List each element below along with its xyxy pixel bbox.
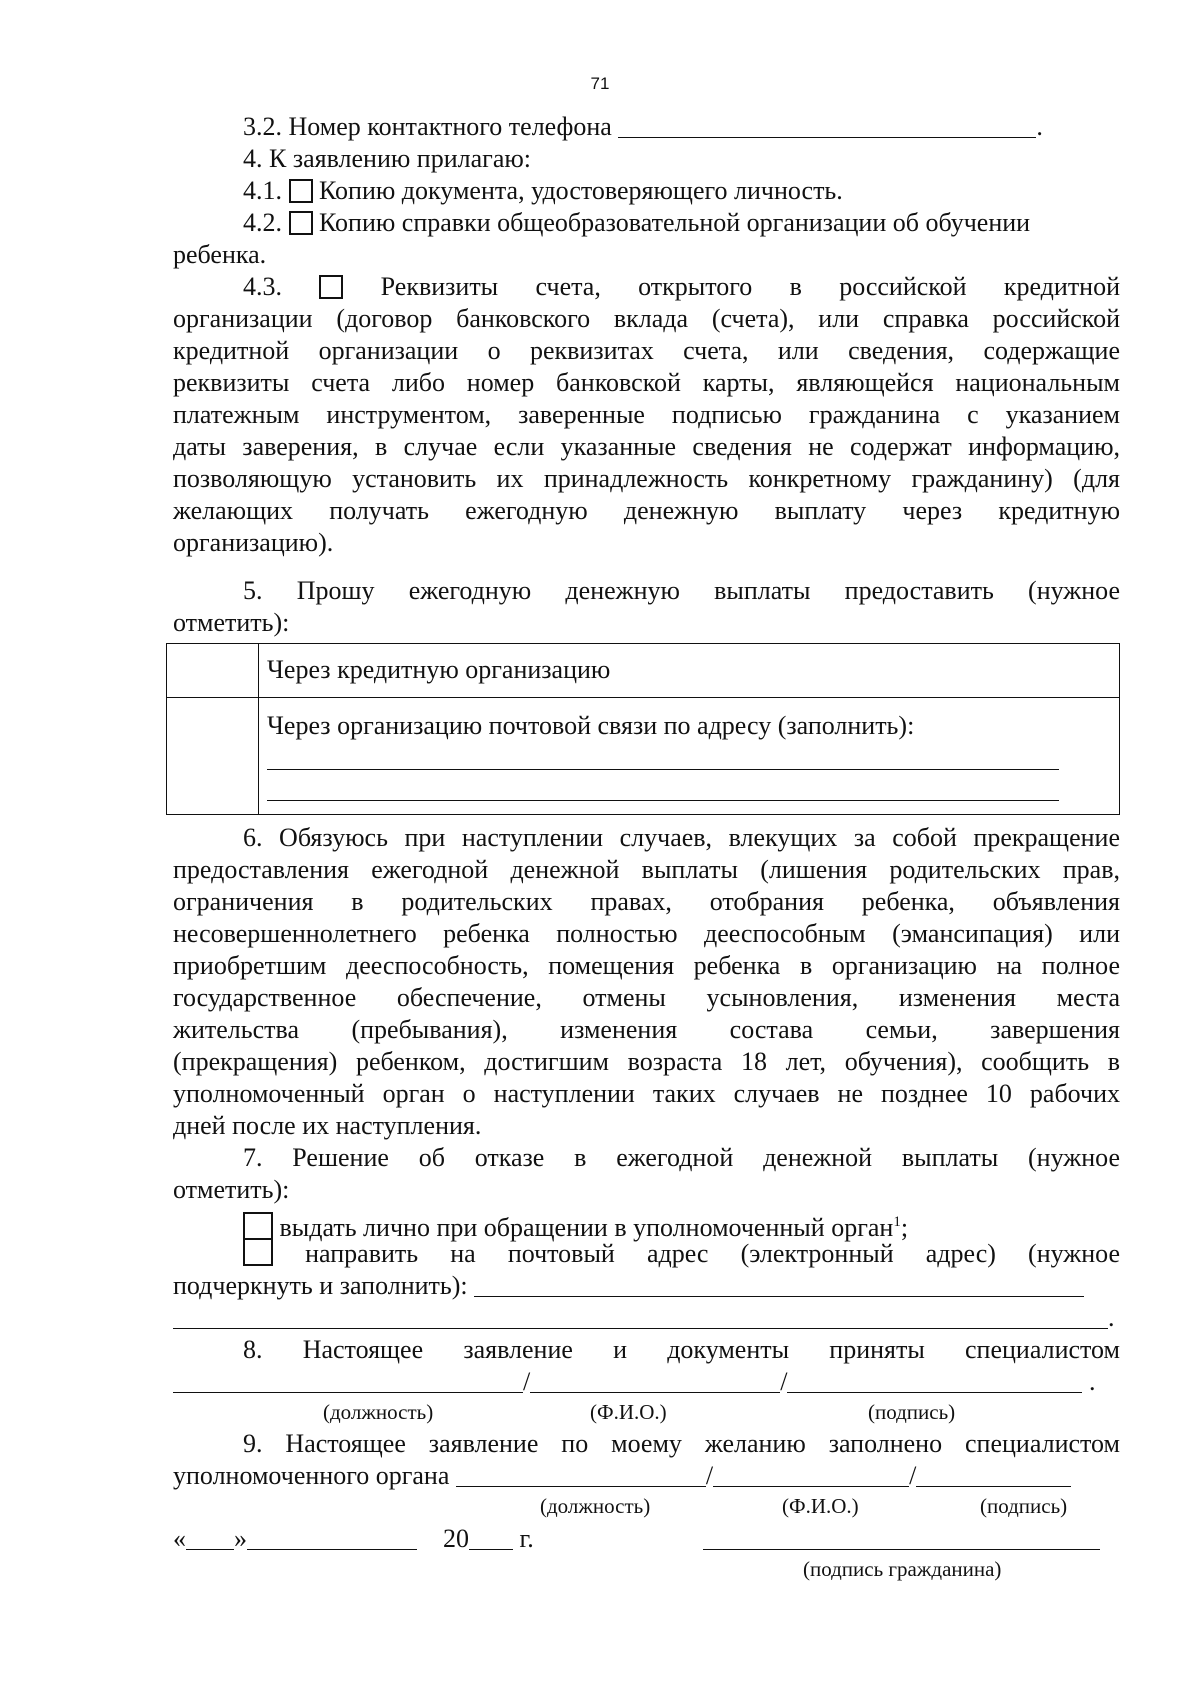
caption-position-8: (должность): [323, 1400, 434, 1424]
line-4-3-f: даты заверения, в случае если указанные сведения не содержат информацию,: [173, 432, 1120, 461]
date-day-field[interactable]: [186, 1527, 234, 1550]
caption-signature-9: (подпись): [980, 1494, 1068, 1518]
phone-field[interactable]: [618, 115, 1036, 138]
specialist-position-field[interactable]: [173, 1370, 523, 1393]
date-row: « » 20 г.: [173, 1524, 534, 1553]
date-month-field[interactable]: [247, 1527, 417, 1550]
line-4-3: 4.3. Реквизиты счета, открытого в российской кредитной: [243, 272, 1121, 301]
authority-fio-field[interactable]: [713, 1464, 909, 1487]
caption-citizen-signature: (подпись гражданина): [803, 1557, 1002, 1581]
specialist-signature-field[interactable]: [787, 1370, 1082, 1393]
line-7-b: отметить):: [173, 1175, 290, 1204]
citizen-signature-field[interactable]: [703, 1549, 1100, 1550]
payment-method-table: [166, 643, 1120, 815]
line-7-address-2: .: [173, 1302, 1120, 1334]
line-8-signature-row: / / .: [173, 1366, 1120, 1398]
address-field-line-2[interactable]: [267, 800, 1059, 801]
line-8: 8. Настоящее заявление и документы приняты специалистом: [243, 1335, 1120, 1364]
checkbox-4-2[interactable]: [289, 211, 313, 235]
line-4-3-i: организацию).: [173, 528, 334, 557]
checkbox-7-1[interactable]: [243, 1212, 273, 1240]
line-9-a: 9. Настоящее заявление по моему желанию заполнено специалистом: [243, 1429, 1120, 1458]
line-6-a: 6. Обязуюсь при наступлении случаев, влекущих за собой прекращение: [243, 823, 1120, 852]
caption-position-9: (должность): [540, 1494, 651, 1518]
line-6-e: приобретшим дееспособность, помещения ребенка в организацию на полное: [173, 951, 1120, 980]
caption-fio-8: (Ф.И.О.): [590, 1400, 667, 1424]
line-4-3-h: желающих получать ежегодную денежную выплату через кредитную: [173, 496, 1120, 525]
line-4-3-g: позволяющую установить их принадлежность конкретному гражданину) (для: [173, 464, 1120, 493]
line-5-b: отметить):: [173, 608, 290, 637]
line-6-j: дней после их наступления.: [173, 1111, 482, 1140]
line-4-2: 4.2. Копию справки общеобразовательной организации об обучении: [243, 208, 1031, 237]
authority-position-field[interactable]: [456, 1464, 706, 1487]
authority-signature-field[interactable]: [916, 1464, 1071, 1487]
line-6-b: предоставления ежегодной денежной выплаты (лишения родительских прав,: [173, 855, 1120, 884]
line-4-3-d: реквизиты счета либо номер банковской карты, являющейся национальным: [173, 368, 1120, 397]
option-credit-org[interactable]: Через кредитную организацию: [267, 655, 611, 684]
phone-label: 3.2. Номер контактного телефона: [243, 112, 612, 141]
caption-fio-9: (Ф.И.О.): [782, 1494, 859, 1518]
date-year-field[interactable]: [469, 1527, 513, 1550]
line-6-h: (прекращения) ребенком, достигшим возраста 18 лет, обучения), сообщить в: [173, 1047, 1120, 1076]
page-number: 71: [590, 74, 610, 93]
line-7-option-2-cont: подчеркнуть и заполнить):: [173, 1270, 1120, 1302]
line-4-3-c: кредитной организации о реквизитах счета, или сведения, содержащие: [173, 336, 1120, 365]
line-4-3-b: организации (договор банковского вклада (счета), или справка российской: [173, 304, 1120, 333]
line-3-2: 3.2. Номер контактного телефона .: [243, 112, 1043, 141]
postal-address-field[interactable]: [474, 1274, 1084, 1297]
line-6-d: несовершеннолетнего ребенка полностью дееспособным (эмансипация) или: [173, 919, 1120, 948]
line-9-b: уполномоченного органа / /: [173, 1460, 1120, 1492]
line-4-1: 4.1. Копию документа, удостоверяющего личность.: [243, 176, 843, 205]
option-post-office[interactable]: Через организацию почтовой связи по адресу (заполнить):: [267, 711, 915, 740]
line-5-a: 5. Прошу ежегодную денежную выплаты предоставить (нужное: [243, 576, 1120, 605]
caption-signature-8: (подпись): [868, 1400, 956, 1424]
checkbox-7-2[interactable]: [243, 1238, 273, 1266]
postal-address-field-2[interactable]: [173, 1306, 1108, 1329]
checkbox-4-3[interactable]: [319, 275, 343, 299]
line-4-2-cont: ребенка.: [173, 240, 267, 269]
line-6-f: государственное обеспечение, отмены усыновления, изменения места: [173, 983, 1120, 1012]
specialist-fio-field[interactable]: [530, 1370, 780, 1393]
line-7-a: 7. Решение об отказе в ежегодной денежной выплаты (нужное: [243, 1143, 1120, 1172]
address-field-line-1[interactable]: [267, 769, 1059, 770]
line-7-option-1: выдать лично при обращении в уполномоченный орган$^1$;: [173, 1206, 1120, 1238]
checkbox-4-1[interactable]: [289, 179, 313, 203]
line-6-g: жительства (пребывания), изменения состава семьи, завершения: [173, 1015, 1120, 1044]
line-6-c: ограничения в родительских правах, отобрания ребенка, объявления: [173, 887, 1120, 916]
line-4-3-e: платежным инструментом, заверенные подписью гражданина с указанием: [173, 400, 1120, 429]
line-7-option-2: направить на почтовый адрес (электронный адрес) (нужное: [173, 1238, 1120, 1270]
line-6-i: уполномоченный орган о наступлении таких случаев не позднее 10 рабочих: [173, 1079, 1120, 1108]
line-4-heading: 4. К заявлению прилагаю:: [243, 144, 532, 173]
